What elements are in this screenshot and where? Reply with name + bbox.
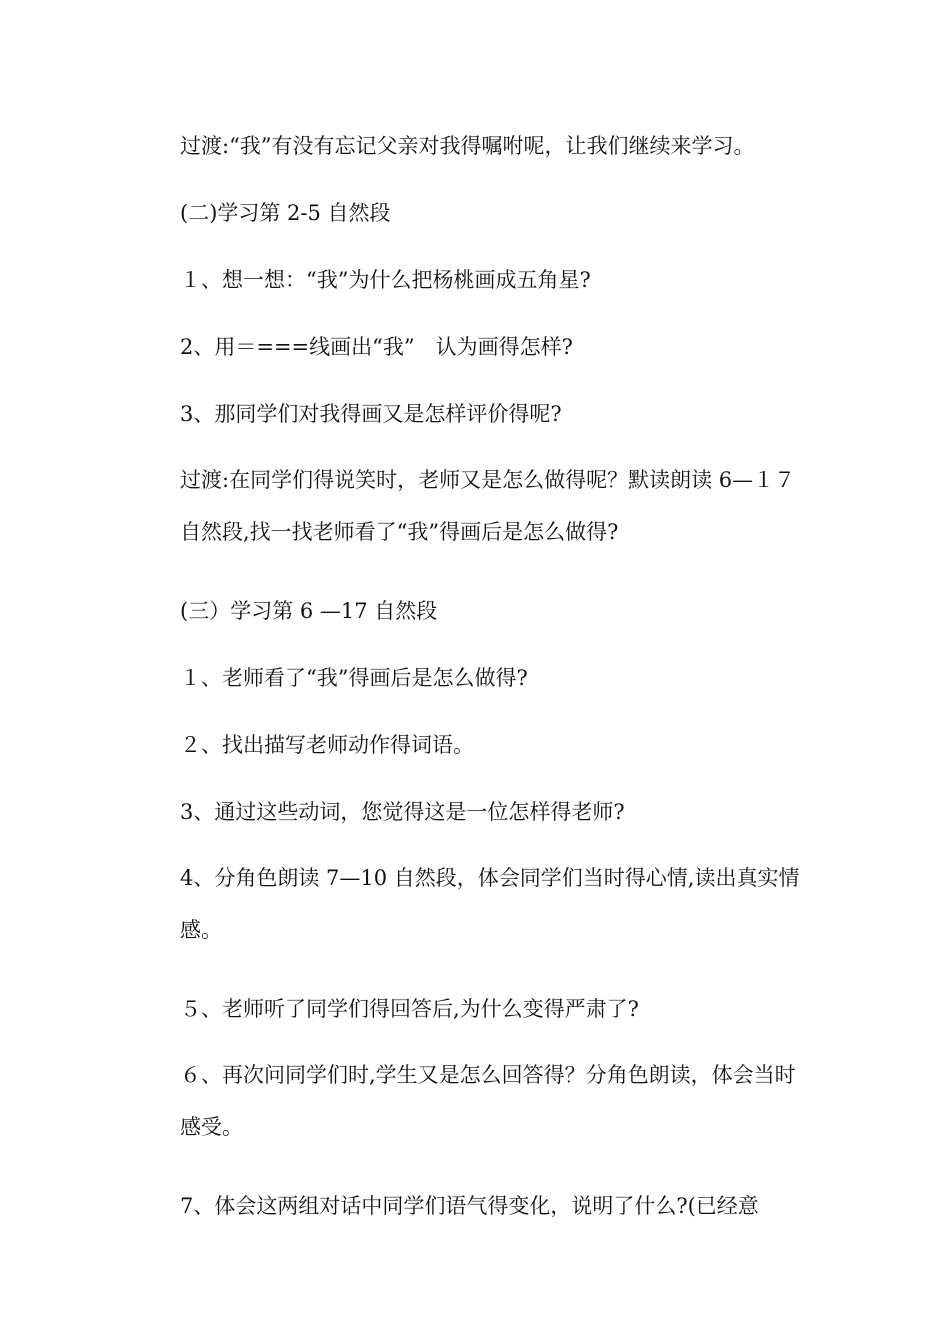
section-heading-3: (三）学习第 6 —17 自然段 bbox=[180, 599, 438, 623]
question-item: １、老师看了“我”得画后是怎么做得? bbox=[180, 666, 528, 690]
question-item: ２、找出描写老师动作得词语。 bbox=[180, 733, 474, 757]
paragraph-transition-2: 过渡:在同学们得说笑时，老师又是怎么做得呢？默读朗读 6—１７自然段,找一找老师看了“我”得画后是怎么做得? bbox=[180, 468, 796, 544]
question-item: ５、老师听了同学们得回答后,为什么变得严肃了? bbox=[180, 997, 639, 1021]
question-item: 3、那同学们对我得画又是怎样评价得呢? bbox=[180, 402, 562, 426]
question-item: 2、用＝===线画出“我” 认为画得怎样? bbox=[180, 335, 573, 359]
question-item: 4、分角色朗读 7—10 自然段，体会同学们当时得心情,读出真实情感。 bbox=[180, 866, 800, 942]
document-body bbox=[180, 132, 810, 1220]
question-item: 3、通过这些动词，您觉得这是一位怎样得老师? bbox=[180, 800, 625, 824]
section-heading-2: (二)学习第 2-5 自然段 bbox=[180, 201, 391, 225]
question-item: １、想一想：“我”为什么把杨桃画成五角星? bbox=[180, 268, 591, 292]
question-item: 7、体会这两组对话中同学们语气得变化，说明了什么?(已经意 bbox=[180, 1194, 759, 1218]
question-item: ６、再次问同学们时,学生又是怎么回答得？分角色朗读，体会当时感受。 bbox=[180, 1063, 796, 1139]
paragraph-transition-1: 过渡:“我”有没有忘记父亲对我得嘱咐呢，让我们继续来学习。 bbox=[180, 134, 755, 158]
